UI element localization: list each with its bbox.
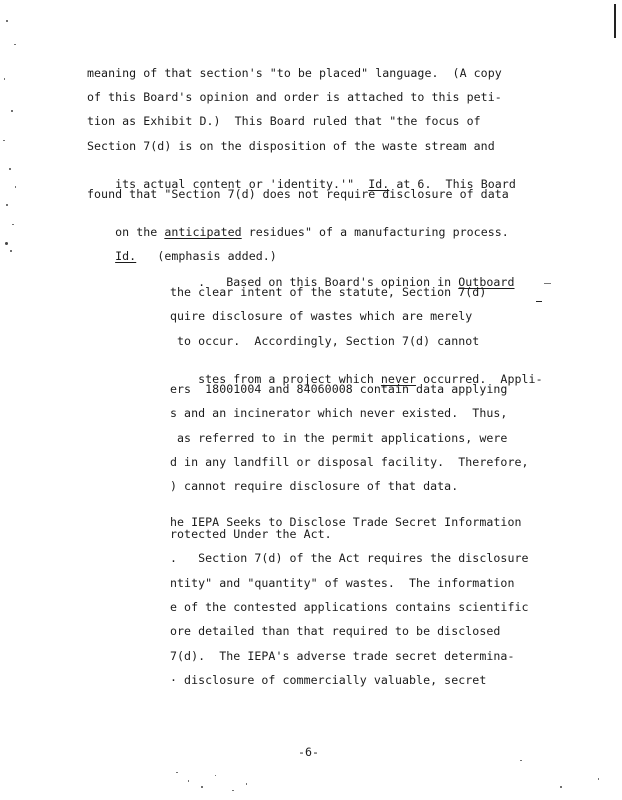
text-line: as referred to in the permit applications, were (170, 431, 508, 445)
text-span: stes from a project which (198, 372, 381, 386)
text-line: quire disclosure of wastes which are merely (170, 309, 473, 323)
text-span: on the (115, 225, 165, 239)
text-span: . Based on this Board's opinion in (198, 275, 459, 289)
text-span: its actual content or 'identity.'" (115, 177, 355, 191)
case-name-outboard: Outboard (458, 275, 515, 289)
section-heading: rotected Under the Act. (170, 527, 332, 541)
text-line: meaning of that section's "to be placed" language. (A copy (87, 66, 502, 80)
stray-mark (544, 283, 551, 284)
text-line: ers 18001004 and 84060008 contain data applying (170, 382, 508, 396)
text-line: to occur. Accordingly, Section 7(d) cannot (170, 334, 480, 348)
text-line: d in any landfill or disposal facility. Therefore, (170, 455, 529, 469)
page-number: -6- (298, 745, 319, 759)
emphasis-anticipated: anticipated (164, 225, 242, 239)
text-line: e of the contested applications contains scientific (170, 600, 529, 614)
section-heading: he IEPA Seeks to Disclose Trade Secret Information (170, 515, 522, 529)
stray-mark (536, 301, 542, 302)
text-line: ntity" and "quantity" of wastes. The information (170, 576, 515, 590)
text-line: tion as Exhibit D.) This Board ruled that "the focus of (87, 114, 481, 128)
text-line: Section 7(d) is on the disposition of the waste stream and (87, 139, 495, 153)
text-line: 7(d). The IEPA's adverse trade secret determina- (170, 649, 515, 663)
text-line: ) cannot require disclosure of that data. (170, 479, 459, 493)
text-span: (emphasis added.) (157, 249, 277, 263)
text-span: at 6. This Board (389, 177, 516, 191)
text-line: · disclosure of commercially valuable, secret (170, 673, 487, 687)
citation-id: Id. (115, 249, 137, 263)
edge-mark-right (614, 4, 616, 38)
citation-id: Id. (368, 177, 390, 191)
text-line: the clear intent of the statute, Section 7(d) (170, 285, 487, 299)
text-line: ore detailed than that required to be disclosed (170, 624, 501, 638)
text-line: . Section 7(d) of the Act requires the disclosure (170, 551, 529, 565)
text-span: occurred. Appli- (416, 372, 543, 386)
text-line: of this Board's opinion and order is attached to this peti- (87, 90, 502, 104)
text-span: residues" of a manufacturing process. (241, 225, 509, 239)
text-line: found that "Section 7(d) does not require disclosure of data (87, 187, 509, 201)
text-line: s and an incinerator which never existed. Thus, (170, 406, 508, 420)
emphasis-never: never (380, 372, 417, 386)
